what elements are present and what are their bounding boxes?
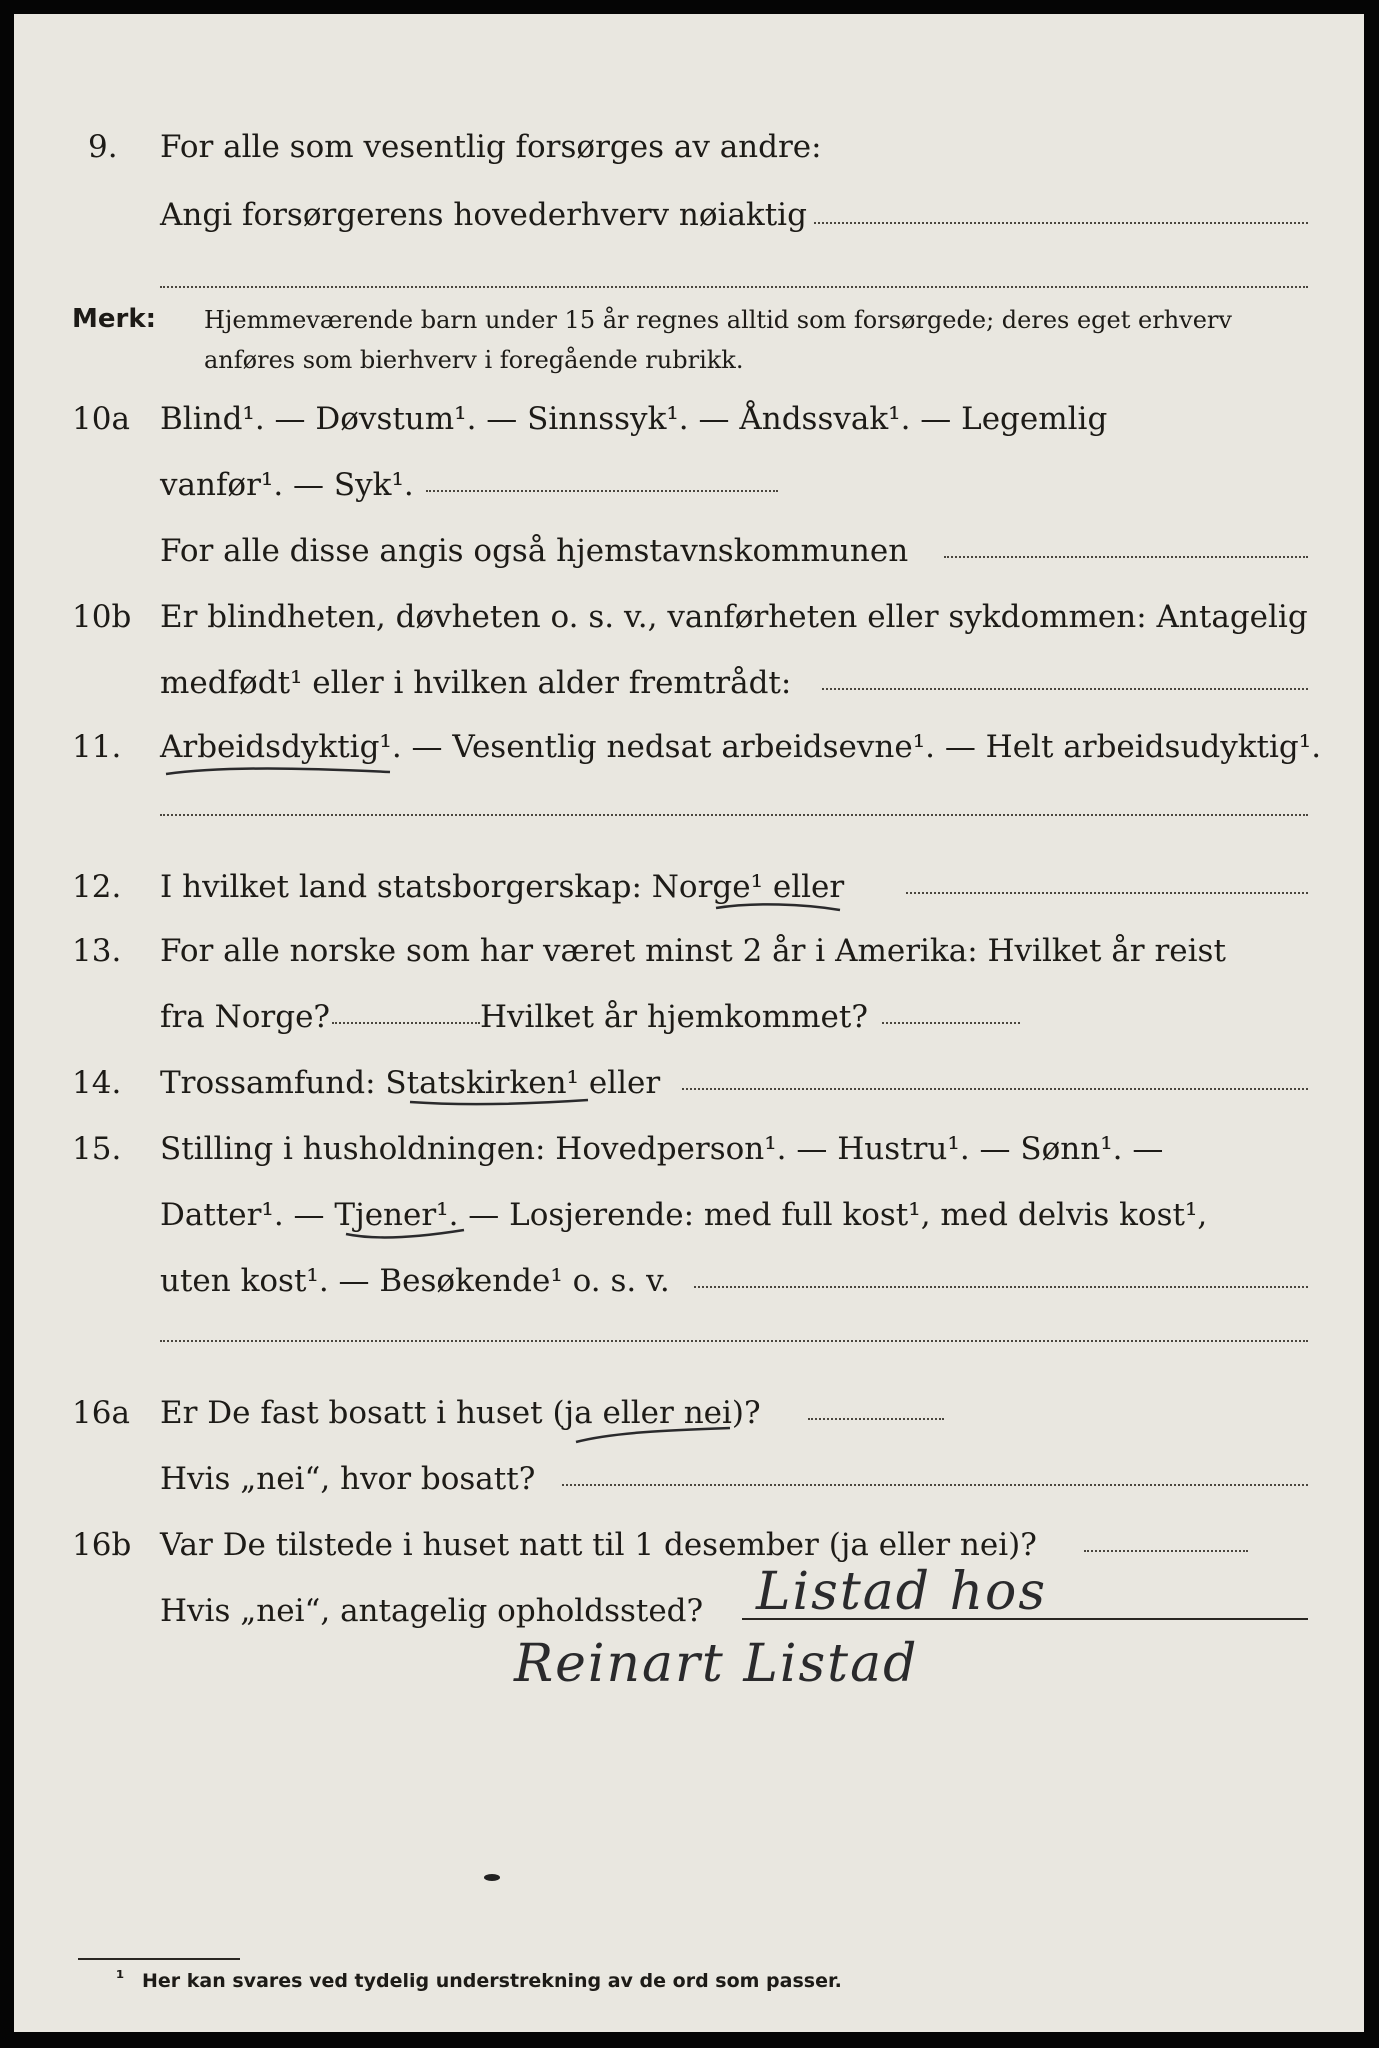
q12-norge-underline (714, 898, 844, 916)
q15-tjener-underline (344, 1224, 468, 1244)
merk-text-1: Hjemmeværende barn under 15 år regnes alltid som forsørgede; deres eget erhverv (204, 306, 1232, 334)
q13-label-hjemkommet: Hvilket år hjemkommet? (480, 999, 868, 1035)
q15-options-1: Stilling i husholdningen: Hovedperson¹. — Hustru¹. — Sønn¹. — (160, 1131, 1164, 1167)
q16b-answer-line[interactable] (1084, 1550, 1248, 1552)
q14-answer-line[interactable] (682, 1088, 1308, 1090)
q16b-number: 16b (72, 1527, 132, 1563)
q10a-hjemstavn-answer-line[interactable] (944, 556, 1308, 558)
q16a-label: Hvis „nei“, hvor bosatt? (160, 1461, 536, 1497)
q9-answer-line-2[interactable] (160, 286, 1308, 288)
q13-reist-answer-line[interactable] (332, 1022, 480, 1024)
q12-question: I hvilket land statsborgerskap: Norge¹ eller (160, 869, 845, 905)
q9-label: Angi forsørgerens hovederhverv nøiaktig (160, 197, 807, 233)
q9-question: For alle som vesentlig forsørges av andre: (160, 129, 822, 165)
q10a-number: 10a (72, 401, 130, 437)
merk-label: Merk: (72, 304, 157, 334)
q15-answer-line[interactable] (694, 1286, 1308, 1288)
q11-answer-line[interactable] (160, 814, 1308, 816)
q12-answer-line[interactable] (906, 892, 1308, 894)
q11-options: Arbeidsdyktig¹. — Vesentlig nedsat arbeidsevne¹. — Helt arbeidsudyktig¹. (160, 729, 1322, 765)
q15-answer-line-2[interactable] (160, 1340, 1308, 1342)
footnote-mark: ¹ (116, 1967, 125, 1989)
q9-number: 9. (88, 129, 118, 165)
q10b-question: Er blindheten, døvheten o. s. v., vanførheten eller sykdommen: Antagelig (160, 599, 1308, 635)
q13-label-reist: fra Norge? (160, 999, 331, 1035)
q16a-question: Er De fast bosatt i huset (ja eller nei)? (160, 1395, 761, 1431)
q16b-handwritten-answer-2: Reinart Listad (514, 1634, 919, 1694)
q15-options-2: Datter¹. — Tjener¹. — Losjerende: med full kost¹, med delvis kost¹, (160, 1197, 1208, 1233)
q16a-bosatt-answer-line[interactable] (562, 1484, 1308, 1486)
q14-number: 14. (72, 1065, 122, 1101)
census-form-page (14, 14, 1364, 2032)
q13-question: For alle norske som har været minst 2 år i Amerika: Hvilket år reist (160, 933, 1226, 969)
q16a-number: 16a (72, 1395, 130, 1431)
q10b-label: medfødt¹ eller i hvilken alder fremtrådt: (160, 665, 792, 701)
q16b-label: Hvis „nei“, antagelig opholdssted? (160, 1593, 704, 1629)
footnote-text: Her kan svares ved tydelig understrekning av de ord som passer. (142, 1970, 842, 1992)
q10b-number: 10b (72, 599, 132, 635)
q15-options-3: uten kost¹. — Besøkende¹ o. s. v. (160, 1263, 670, 1299)
q11-arbeidsdyktig-underline (164, 762, 394, 782)
merk-text-2: anføres som bierhverv i foregående rubrikk. (204, 346, 744, 374)
q13-number: 13. (72, 933, 122, 969)
q12-number: 12. (72, 869, 122, 905)
q15-number: 15. (72, 1131, 122, 1167)
q10a-syk-answer-line[interactable] (426, 490, 778, 492)
q9-answer-line[interactable] (814, 222, 1308, 224)
q11-number: 11. (72, 729, 122, 765)
q14-statskirken-underline (408, 1094, 592, 1112)
q10a-options-1: Blind¹. — Døvstum¹. — Sinnssyk¹. — Åndssvak¹. — Legemlig (160, 401, 1108, 437)
q10a-options-2: vanfør¹. — Syk¹. (160, 467, 414, 503)
q16b-handwritten-answer-1: Listad hos (756, 1562, 1048, 1622)
q10b-answer-line[interactable] (822, 688, 1308, 690)
ink-blot (484, 1874, 500, 1881)
footnote-rule (78, 1958, 240, 1960)
q16a-ja-underline (574, 1424, 734, 1446)
q13-hjemkommet-answer-line[interactable] (882, 1022, 1020, 1024)
q16a-answer-line[interactable] (808, 1418, 944, 1420)
q14-question: Trossamfund: Statskirken¹ eller (160, 1065, 661, 1101)
q10a-hjemstavn-label: For alle disse angis også hjemstavnskommunen (160, 533, 909, 569)
q16b-question: Var De tilstede i huset natt til 1 desember (ja eller nei)? (160, 1527, 1037, 1563)
